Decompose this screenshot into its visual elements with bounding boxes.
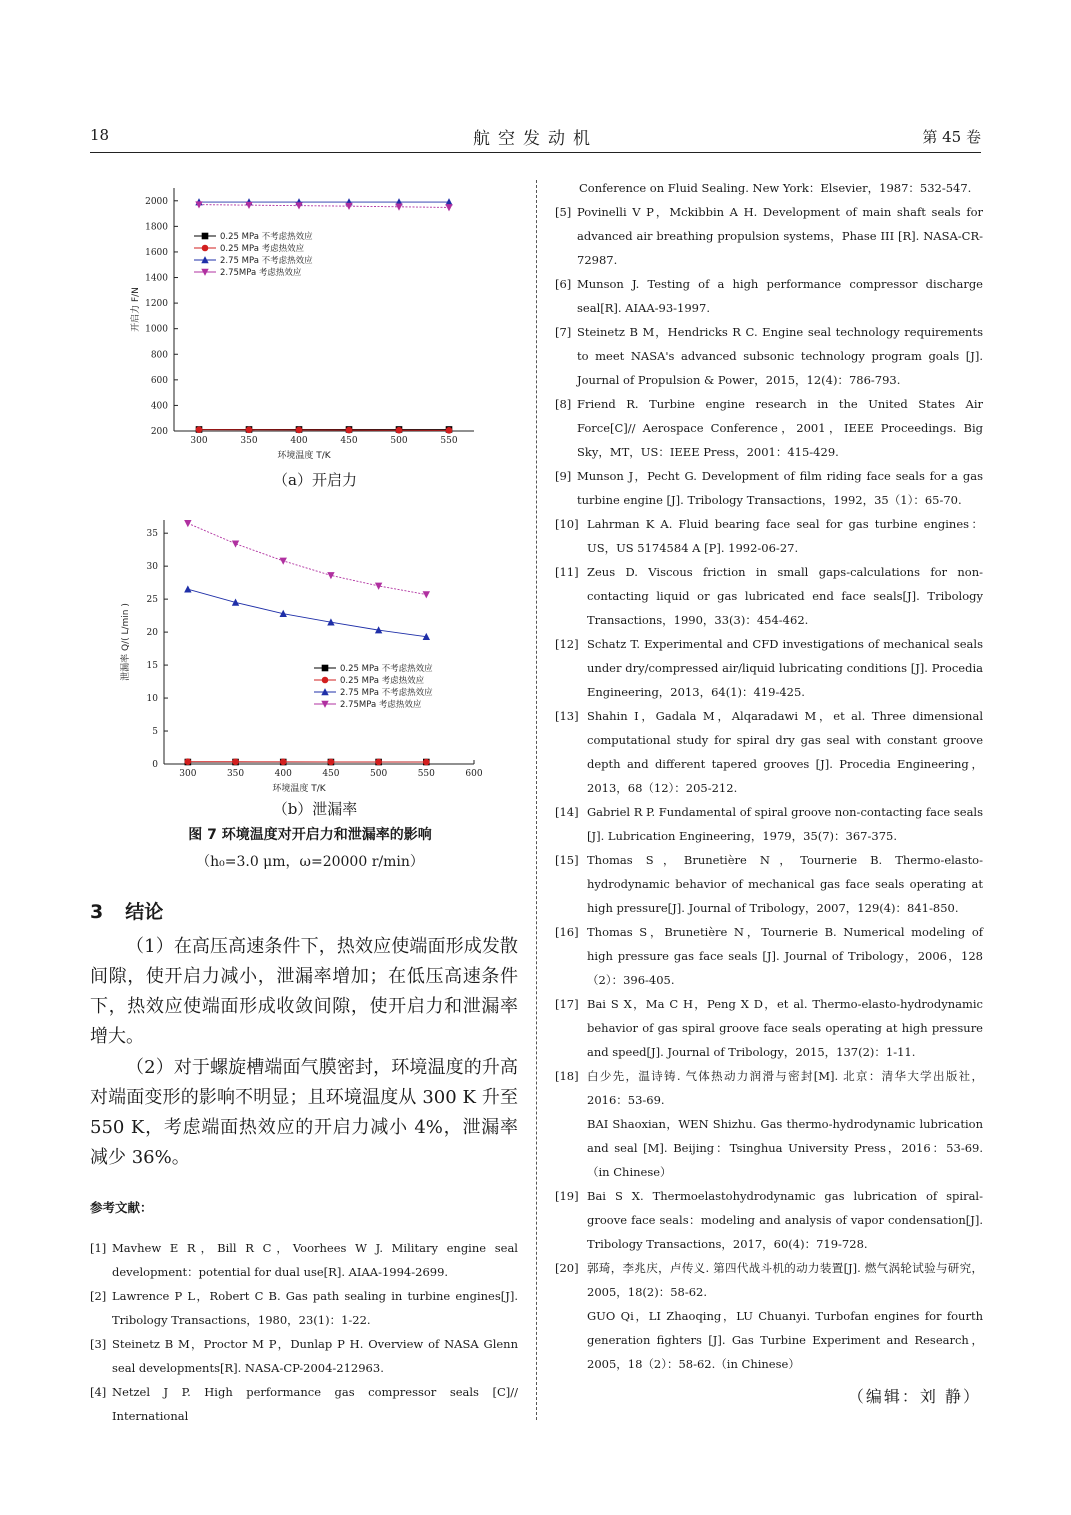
reference-number: [4] <box>90 1385 107 1399</box>
reference-item <box>555 200 983 272</box>
data-point <box>232 758 239 765</box>
data-point <box>346 427 353 434</box>
data-point <box>445 204 452 211</box>
section-number: 3 <box>90 901 104 923</box>
x-tick-label: 300 <box>179 769 197 779</box>
x-tick-label: 450 <box>322 769 340 779</box>
data-point <box>328 759 335 766</box>
references-title: 参考文献： <box>90 1200 153 1215</box>
reference-text: Lahrman K A. Fluid bearing face seal for gas turbine engines：US，US 5174584 A [P]. 1992-06-27. <box>587 517 983 555</box>
figure-caption: 图 7 环境温度对开启力和泄漏率的影响 <box>188 827 432 843</box>
reference-number: [19] <box>555 1189 579 1203</box>
x-tick-label: 600 <box>465 769 483 779</box>
y-tick-label: 20 <box>146 628 158 639</box>
data-point <box>296 427 303 434</box>
reference-number: [12] <box>555 637 579 651</box>
reference-item <box>90 1380 518 1428</box>
series-line <box>188 523 426 594</box>
reference-item <box>555 704 983 800</box>
reference-text: Conference on Fluid Sealing. New York：Elsevier，1987：532-547. <box>579 181 972 195</box>
reference-text: Gabriel R P. Fundamental of spiral groove non-contacting face seals [J]. Lubrication Engineering，1979，35(7)：367-375. <box>587 805 984 843</box>
y-tick-label: 30 <box>146 562 158 573</box>
x-tick-label: 350 <box>226 769 245 779</box>
page-number: 18 <box>90 126 110 144</box>
y-tick-label: 1600 <box>145 247 168 258</box>
reference-text: Friend R. Turbine engine research in the United States Air Force[C]// Aerospace Conference，2001，IEEE Proceedings. Big Sky，MT，US：IEEE Press，2001：415-429. <box>577 397 983 459</box>
reference-number: [10] <box>555 517 579 531</box>
reference-text: Bai S X，Ma C H，Peng X D，et al. Thermo-elasto-hydrodynamic behavior of gas spiral groove face seals operating at high pressure and speed[J]. Journal of Tribology，2015，137(2)：1-11. <box>587 997 983 1059</box>
legend-label: 2.75MPa 考虑热效应 <box>340 700 422 710</box>
y-tick-label: 1200 <box>145 299 168 310</box>
reference-item <box>90 1332 518 1380</box>
chart-opening-force <box>118 180 488 469</box>
page-header <box>90 122 981 153</box>
y-tick-label: 0 <box>152 760 158 770</box>
reference-translation: GUO Qi，LI Zhaoqing，LU Chuanyi. Turbofan engines for fourth generation fighters [J]. Gas Turbine Experiment and Research，2005，18（2）：58-62.（in Chinese） <box>587 1309 983 1371</box>
reference-item <box>90 1236 518 1284</box>
figure-conditions: （h₀=3.0 μm，ω=20000 r/min） <box>196 854 424 870</box>
reference-item <box>90 1284 518 1332</box>
reference-text: 郭琦，李兆庆，卢传义. 第四代战斗机的动力装置[J]. 燃气涡轮试验与研究，2005，18(2)：58-62. <box>587 1261 983 1299</box>
subfigure-b-caption: （b）泄漏率 <box>272 800 358 818</box>
x-tick-label: 300 <box>190 436 208 446</box>
reference-number: [5] <box>555 205 572 219</box>
reference-text: Thomas S，Brunetière N，Tournerie B. Numerical modeling of high pressure gas face seals [J]. Journal of Tribology，2006，128（2）：396-405. <box>587 925 983 987</box>
references-left <box>90 1236 518 1428</box>
x-tick-label: 550 <box>417 769 435 779</box>
y-tick-label: 1000 <box>145 324 168 335</box>
y-tick-label: 10 <box>146 694 158 705</box>
opening-force-plot <box>118 180 488 465</box>
legend <box>314 663 433 710</box>
data-series <box>196 426 453 433</box>
volume-label: 第 45 卷 <box>922 128 981 146</box>
y-tick-label: 35 <box>146 529 158 540</box>
column-separator <box>536 180 537 1420</box>
legend-label: 0.25 MPa 不考虑热效应 <box>220 232 313 242</box>
x-axis-label: 环境温度 T/K <box>277 451 331 461</box>
data-point <box>202 245 209 252</box>
series-line <box>199 430 449 431</box>
x-tick-label: 400 <box>274 769 292 779</box>
section-heading <box>90 897 163 924</box>
x-axis-label: 环境温度 T/K <box>272 784 326 794</box>
data-series <box>195 201 452 211</box>
reference-item <box>555 512 983 560</box>
reference-number: [6] <box>555 277 572 291</box>
y-tick-label: 1400 <box>145 273 168 284</box>
reference-text: 白少先，温诗铸. 气体热动力润滑与密封[M]. 北京：清华大学出版社，2016：53-69. <box>587 1069 983 1107</box>
data-point <box>184 585 191 592</box>
reference-text: Zeus D. Viscous friction in small gaps-calculations for non-contacting liquid or gas lubricated end face seals[J]. Tribology Transactions，1990，33(3)：454-462. <box>587 565 983 627</box>
legend-label: 0.25 MPa 考虑热效应 <box>340 676 425 686</box>
conclusion-paragraph-1: （1）在高压高速条件下，热效应使端面形成发散间隙，使开启力减小，泄漏率增加；在低压高速条件下，热效应使端面形成收敛间隙，使开启力和泄漏率增大。 <box>90 936 518 1047</box>
series-line <box>199 205 449 208</box>
reference-number: [9] <box>555 469 572 483</box>
reference-item <box>555 800 983 848</box>
reference-text: Bai S X. Thermoelastohydrodynamic gas lubrication of spiral-groove face seals：modeling and analysis of vapor condensation[J]. Tribology Transactions，2017，60(4)：719-728. <box>587 1189 983 1251</box>
reference-number: [2] <box>90 1289 107 1303</box>
series-line <box>188 589 426 636</box>
legend-label: 0.25 MPa 考虑热效应 <box>220 244 305 254</box>
reference-text: Munson J. Testing of a high performance compressor discharge seal[R]. AIAA-93-1997. <box>577 277 983 315</box>
data-point <box>184 520 191 527</box>
journal-name: 航空发动机 <box>473 129 598 149</box>
reference-text: Shahin I，Gadala M，Alqaradawi M，et al. Three dimensional computational study for spiral dry gas seal with constant groove depth and different tapered grooves [J]. Procedia Engineering，2013，68（12）：205-212. <box>587 709 983 795</box>
reference-item <box>555 464 983 512</box>
data-point <box>375 759 382 766</box>
data-point <box>280 759 287 766</box>
x-tick-label: 450 <box>340 436 358 446</box>
reference-number: [7] <box>555 325 572 339</box>
conclusion-paragraph-2: （2）对于螺旋槽端面气膜密封，环境温度的升高对端面变形的影响不明显；且环境温度从 300 K 升至 550 K，考虑端面热效应的开启力减小 4%，泄漏率减少 36%。 <box>90 1057 518 1168</box>
data-series <box>184 585 430 640</box>
x-tick-label: 550 <box>440 436 458 446</box>
legend-label: 2.75 MPa 不考虑热效应 <box>340 688 433 698</box>
data-point <box>423 591 430 598</box>
reference-item <box>555 560 983 632</box>
reference-item <box>555 848 983 920</box>
y-tick-label: 800 <box>150 350 168 361</box>
chart-leakage-rate <box>118 512 488 801</box>
x-tick-label: 350 <box>240 436 258 446</box>
reference-number: [20] <box>555 1261 579 1275</box>
reference-number: [8] <box>555 397 572 411</box>
data-point <box>232 540 239 547</box>
reference-item <box>555 920 983 992</box>
reference-text: Mavhew E R，Bill R C，Voorhees W J. Military engine seal development：potential for dual use[R]. AIAA-1994-2699. <box>112 1241 518 1279</box>
data-point <box>202 233 209 240</box>
reference-item <box>555 320 983 392</box>
reference-number: [18] <box>555 1069 579 1083</box>
reference-text: Schatz T. Experimental and CFD investigations of mechanical seals under dry/compressed air/liquid lubricating conditions [J]. Procedia Engineering，2013，64(1)：419-425. <box>587 637 983 699</box>
y-tick-label: 15 <box>146 661 158 672</box>
data-point <box>396 427 403 434</box>
reference-text: Povinelli V P，Mckibbin A H. Development of main shaft seals for advanced air breathing propulsion systems，Phase III [R]. NASA-CR-72987. <box>577 205 983 267</box>
y-tick-label: 2000 <box>145 196 168 207</box>
y-tick-label: 400 <box>150 401 168 412</box>
data-point <box>246 427 253 434</box>
reference-number: [15] <box>555 853 579 867</box>
references-right-list <box>555 200 983 1376</box>
legend <box>194 231 313 278</box>
reference-text: Lawrence P L，Robert C B. Gas path sealing in turbine engines[J]. Tribology Transactions，1980，23(1)：1-22. <box>112 1289 518 1327</box>
reference-item <box>555 632 983 704</box>
reference-number: [11] <box>555 565 579 579</box>
reference-text: Steinetz B M，Proctor M P，Dunlap P H. Overview of NASA Glenn seal developments[R]. NASA-CP-2004-212963. <box>112 1337 518 1375</box>
subfigure-a-caption: （a）开启力 <box>273 471 357 489</box>
reference-text: Munson J，Pecht G. Development of film riding face seals for a gas turbine engine [J]. Tribology Transactions，1992，35（1）：65-70. <box>577 469 983 507</box>
reference-item <box>555 992 983 1064</box>
data-point <box>446 427 453 434</box>
reference-item <box>555 1256 983 1376</box>
data-point <box>423 759 430 766</box>
y-axis-label: 泄漏率 Q/( L/min ) <box>121 603 131 681</box>
reference-number: [14] <box>555 805 579 819</box>
reference-number: [16] <box>555 925 579 939</box>
reference-number: [17] <box>555 997 579 1011</box>
reference-item <box>555 1184 983 1256</box>
x-tick-label: 400 <box>290 436 308 446</box>
reference-number: [1] <box>90 1241 107 1255</box>
x-tick-label: 500 <box>370 769 388 779</box>
section-title: 结论 <box>125 901 164 923</box>
y-tick-label: 1800 <box>145 222 168 233</box>
reference-continuation <box>555 176 983 200</box>
reference-item <box>555 272 983 320</box>
data-point <box>185 758 192 765</box>
reference-number: [13] <box>555 709 579 723</box>
legend-label: 2.75 MPa 不考虑热效应 <box>220 256 313 266</box>
y-tick-label: 600 <box>150 375 168 386</box>
data-point <box>322 665 329 672</box>
editor-note: （编辑：刘 静） <box>847 1387 981 1406</box>
data-series <box>184 520 430 598</box>
y-tick-label: 200 <box>150 427 168 437</box>
data-point <box>280 558 287 565</box>
references-right <box>555 176 983 1376</box>
data-point <box>196 426 203 433</box>
data-point <box>322 677 329 684</box>
x-tick-label: 500 <box>390 436 408 446</box>
reference-text: Steinetz B M，Hendricks R C. Engine seal technology requirements to meet NASA's advanced subsonic technology program goals [J]. Journal of Propulsion & Power，2015，12(4)：786-793. <box>577 325 983 387</box>
reference-text: Netzel J P. High performance gas compressor seals [C]// International <box>112 1385 518 1423</box>
y-tick-label: 5 <box>152 727 158 738</box>
legend-label: 0.25 MPa 不考虑热效应 <box>340 664 433 674</box>
reference-translation: BAI Shaoxian，WEN Shizhu. Gas thermo-hydrodynamic lubrication and seal [M]. Beijing：Tsinghua University Press，2016：53-69.（in Chinese） <box>587 1117 983 1179</box>
legend-label: 2.75MPa 考虑热效应 <box>220 268 302 278</box>
data-series <box>195 198 452 205</box>
reference-number: [3] <box>90 1337 107 1351</box>
leakage-rate-plot <box>118 512 488 797</box>
reference-text: Thomas S，Brunetière N，Tournerie B. Thermo-elasto-hydrodynamic behavior of mechanical gas face seals operating at high pressure[J]. Journal of Tribology，2007，129(4)：841-850. <box>587 853 983 915</box>
y-tick-label: 25 <box>146 595 158 606</box>
reference-item <box>555 1064 983 1184</box>
reference-item <box>555 392 983 464</box>
y-axis-label: 开启力 F/N <box>131 287 141 332</box>
